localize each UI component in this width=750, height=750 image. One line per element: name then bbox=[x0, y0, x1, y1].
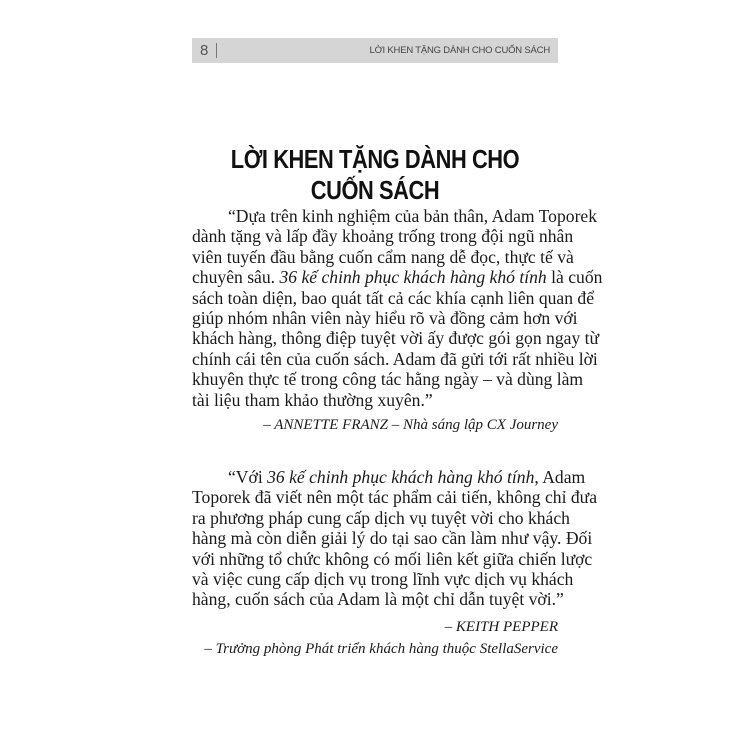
page-title: LỜI KHEN TẶNG DÀNH CHO CUỐN SÁCH bbox=[230, 144, 520, 205]
quote-line bbox=[192, 287, 595, 308]
header-divider bbox=[216, 43, 217, 58]
book-title-italic: 36 kế chinh phục khách hàng khó tính bbox=[267, 467, 535, 487]
text-segment: là cuốn bbox=[546, 267, 603, 288]
quote-line bbox=[192, 507, 570, 528]
quote-line bbox=[192, 390, 558, 410]
quote-line bbox=[192, 246, 574, 267]
testimonial-quote bbox=[192, 467, 598, 660]
quote-line bbox=[192, 548, 593, 569]
text-segment: ra phương pháp cung cấp dịch vụ tuyệt vời cho khách bbox=[192, 507, 570, 528]
text-segment: Toporek đã viết nên một tác phẩm cải tiến, không chỉ đưa bbox=[192, 487, 598, 508]
quote-line bbox=[192, 568, 574, 589]
text-segment: khuyên thực tế trong công tác hằng ngày – và dùng làm bbox=[192, 369, 584, 390]
quote-line bbox=[192, 487, 598, 508]
quote-attribution: – Trưởng phòng Phát triển khách hàng thuộc StellaService bbox=[204, 640, 558, 657]
quote-line bbox=[192, 226, 574, 247]
text-segment: giúp nhóm nhân viên này hiểu rõ và đồng cảm hơn với bbox=[192, 307, 578, 328]
quote-line bbox=[192, 267, 603, 288]
quote-attribution: – KEITH PEPPER bbox=[444, 618, 558, 635]
text-segment: và việc cung cấp dịch vụ trong lĩnh vực dịch vụ khách bbox=[192, 568, 574, 589]
text-segment: viên tuyến đầu bằng cuốn cẩm nang dễ đọc, thực tế và bbox=[192, 246, 574, 267]
quote-line bbox=[192, 328, 600, 349]
quote-line bbox=[192, 528, 593, 549]
text-segment: với những tổ chức không có mối liên kết giữa chiến lược bbox=[192, 548, 593, 569]
quote-line bbox=[192, 206, 598, 226]
running-header bbox=[192, 38, 558, 63]
text-segment: “Dựa trên kinh nghiệm của bản thân, Adam Toporek bbox=[228, 206, 598, 226]
text-segment: chuyên sâu. bbox=[192, 267, 280, 288]
text-segment: chính cái tên của cuốn sách. Adam đã gửi tới rất nhiều lời bbox=[192, 348, 598, 369]
text-segment: dành tặng và lấp đầy khoảng trống trong đội ngũ nhân bbox=[192, 226, 574, 247]
quote-line bbox=[192, 467, 586, 487]
text-segment: hàng mà còn diễn giải lý do tại sao cần làm như vậy. Đối bbox=[192, 528, 593, 549]
quote-line bbox=[192, 369, 584, 390]
running-title: LỜI KHEN TẶNG DÀNH CHO CUỐN SÁCH bbox=[369, 45, 550, 56]
text-segment: tài liệu tham khảo thường xuyên.” bbox=[192, 389, 433, 410]
testimonial-quote bbox=[192, 206, 603, 436]
quote-attribution: – ANNETTE FRANZ – Nhà sáng lập CX Journey bbox=[263, 416, 558, 433]
text-segment: hàng, cuốn sách của Adam là một chỉ dẫn tuyệt vời.” bbox=[192, 589, 564, 610]
page-number: 8 bbox=[200, 42, 209, 59]
text-segment: , Adam bbox=[534, 467, 586, 487]
book-title-italic: 36 kế chinh phục khách hàng khó tính bbox=[279, 267, 547, 288]
quote-line bbox=[192, 307, 578, 328]
text-segment: khách hàng, thông điệp tuyệt vời ấy được gói gọn ngay từ bbox=[192, 328, 600, 349]
text-segment: sách toàn diện, bao quát tất cả các khía cạnh liên quan để bbox=[192, 287, 595, 308]
text-segment: “Với bbox=[228, 467, 268, 487]
quote-line bbox=[192, 589, 564, 610]
quote-line bbox=[192, 348, 598, 369]
